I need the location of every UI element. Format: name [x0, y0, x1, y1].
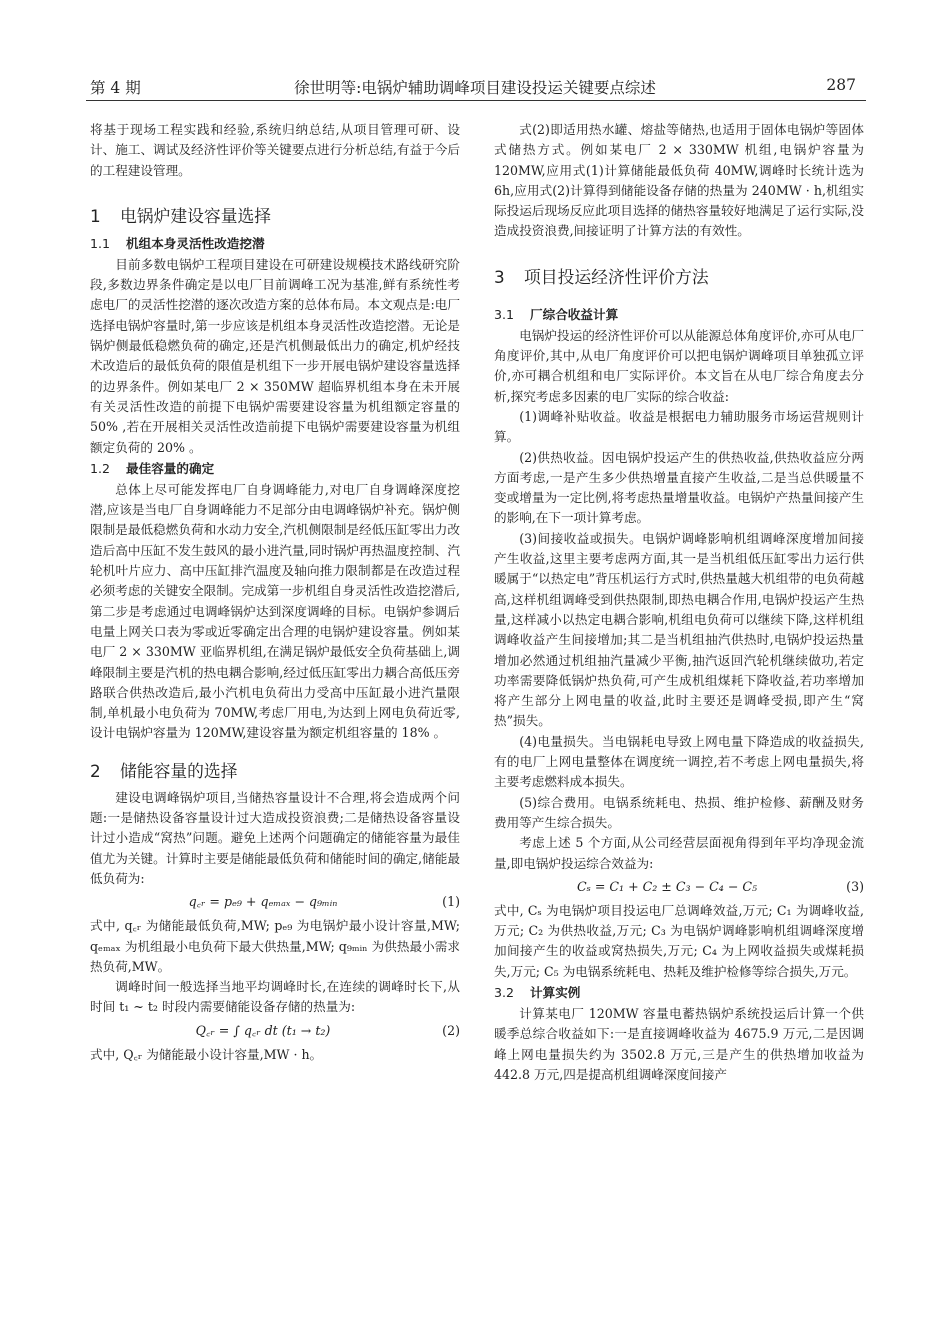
paragraph: 式中, Q꜀ᵣ 为储能最小设计容量,MW · h。: [90, 1046, 323, 1062]
section-3-heading: [494, 264, 864, 290]
subsection-number: 3.1: [494, 306, 515, 322]
list-item: (2)供热收益。因电锅炉投运产生的供热收益,供热收益应分两方面考虑,一是产生多少供热增量直接产生收益,二是当总供暖量不变或增量为一定比例,将考虑热量增量收益。电锅炉产热量间接产生的影响,在下一项计算考虑。: [494, 449, 864, 526]
section-3-2-heading: [494, 982, 864, 1004]
intro-paragraph: 将基于现场工程实践和经验,系统归纳总结,从项目管理可研、设计、施工、调试及经济性评价等关键要点进行分析总结,有益于今后的工程建设管理。: [90, 122, 460, 178]
paragraph: 调峰时间一般选择当地平均调峰时长,在连续的调峰时长下,从时间 t₁ ~ t₂ 时段内需要储能设备存储的热量为:: [90, 979, 460, 1015]
page-number: 287: [826, 76, 856, 94]
section-title: 电锅炉建设容量选择: [120, 205, 272, 226]
list-item: (4)电量损失。当电锅耗电导致上网电量下降造成的收益损失,有的电厂上网电量整体在调度统一调控,若不考虑上网电量损失,将主要考虑燃料成本损失。: [494, 733, 864, 790]
list-item: (3)间接收益或损失。电锅炉调峰影响机组调峰深度增加间接产生收益,这里主要考虑两方面,其一是当机组低压缸零出力运行供暖属于“以热定电”背压机运行方式时,供热量越大机组带的电负荷越高,这样机组调峰受到供热限制,即热电耦合作用,电锅炉投运产生热量,这样减小以热定电耦合影响,机组电负荷可以继续下降,这样机组调峰收益产生间接增加;其二是当机组抽汽供热时,电锅炉投运热量增加必然通过机组抽汽量减少平衡,抽汽返回汽轮机继续做功,若定功率需要降低锅炉热负荷,可产生成机组煤耗下降收益,若功率增加将产生部分上网电量的收益,此时主要还是调峰受损,即产生“窝热”损失。: [494, 530, 864, 729]
right-column: [494, 120, 864, 1085]
subsection-title: 计算实例: [530, 984, 581, 1000]
section-1-2-heading: [90, 458, 460, 480]
paragraph: 式(2)即适用热水罐、熔盐等储热,也适用于固体电锅炉等固体式储热方式。例如某电厂 2 × 330MW 机组,电锅炉容量为 120MW,应用式(1)计算储能最低负荷 40MW,调峰时长统计选为 6h,应用式(2)计算得到储能设备存储的热量为 240MW · h,机组实际投运后现场反应此项目选择的储热容量较好地满足了运行实际,没造成投资浪费,间接证明了计算方法的有效性。: [494, 122, 864, 239]
equation-2: [90, 1020, 460, 1042]
equation-formula: Cₛ = C₁ + C₂ ± C₃ − C₄ − C₅: [576, 878, 758, 894]
section-number: 3: [494, 266, 505, 287]
equation-number: (1): [442, 894, 460, 910]
running-title: 徐世明等:电锅炉辅助调峰项目建设投运关键要点综述: [294, 79, 656, 97]
equation-number: (2): [442, 1022, 460, 1038]
paragraph: 总体上尽可能发挥电厂自身调峰能力,对电厂自身调峰深度挖潜,应该是当电厂自身调峰能力不足部分由电调峰锅炉补充。锅炉侧限制是最低稳燃负荷和水动力安全,汽机侧限制是经低压缸零出力改造后高中压缸不发生鼓风的最小进汽量,同时锅炉再热温度控制、汽轮机叶片应力、高中压缸排汽温度及轴向推力限制都是在改造过程必须考虑的关键安全限制。完成第一步机组自身灵活性改造挖潜后,第二步是考虑通过电调峰锅炉达到深度调峰的目标。电锅炉参调后电量上网关口表为零或近零确定出合理的电锅炉建设容量。例如某电厂 2 × 330MW 亚临界机组,在满足锅炉最低安全负荷基础上,调峰限制主要是汽机的热电耦合影响,经过低压缸零出力耦合高低压旁路联合供热改造后,最小汽机电负荷出力受高中压缸最小进汽量限制,单机最小电负荷为 70MW,考虑厂用电,为达到上网电负荷近零,设计电锅炉容量为 120MW,建设容量为额定机组容量的 18% 。: [90, 481, 460, 741]
subsection-number: 1.2: [90, 460, 111, 476]
header-divider: [86, 100, 866, 101]
equation-3: [494, 876, 864, 898]
paragraph: 式中, q꜀ᵣ 为储能最低负荷,MW; pₑ₉ 为电锅炉最小设计容量,MW; qₑₘₐₓ 为机组最小电负荷下最大供热量,MW; q₉ₘᵢₙ 为供热最小需求热负荷,MW。: [90, 918, 460, 974]
list-item: (5)综合费用。电锅系统耗电、热损、维护检修、薪酬及财务费用等产生综合损失。: [494, 794, 864, 830]
left-column: [90, 120, 460, 1065]
paragraph: 式中, Cₛ 为电锅炉项目投运电厂总调峰效益,万元; C₁ 为调峰收益,万元; C₂ 为供热收益,万元; C₃ 为电锅炉调峰影响机组调峰深度增加间接产生的收益或窝热损失,万元; C₄ 为上网收益损失或煤耗损失,万元; C₅ 为电锅系统耗电、热耗及维护检修等综合损失,万元。: [494, 902, 864, 979]
paragraph: 电锅炉投运的经济性评价可以从能源总体角度评价,亦可从电厂角度评价,其中,从电厂角度评价可以把电锅炉调峰项目单独孤立评价,亦可耦合机组和电厂实际评价。本文旨在从电厂综合角度去分析,探究考虑多因素的电厂实际的综合收益:: [494, 327, 864, 404]
section-1-heading: [90, 203, 460, 229]
equation-number: (3): [846, 878, 864, 894]
section-number: 1: [90, 205, 101, 226]
paragraph: 考虑上述 5 个方面,从公司经营层面视角得到年平均净现金流量,即电锅炉投运综合效益为:: [494, 835, 864, 871]
subsection-number: 1.1: [90, 235, 111, 251]
section-3-1-heading: [494, 304, 864, 326]
equation-formula: q꜀ᵣ = pₑ₉ + qₑₘₐₓ − q₉ₘᵢₙ: [188, 894, 338, 910]
subsection-title: 厂综合收益计算: [530, 306, 619, 322]
section-2-heading: [90, 758, 460, 784]
section-title: 储能容量的选择: [120, 760, 238, 781]
section-1-1-heading: [90, 233, 460, 255]
list-item: (1)调峰补贴收益。收益是根据电力辅助服务市场运营规则计算。: [494, 408, 864, 445]
equation-1: [90, 891, 460, 913]
paragraph: 建设电调峰锅炉项目,当储热容量设计不合理,将会造成两个问题:一是储热设备容量设计过大造成投资浪费;二是储热设备容量设计过小造成“窝热”问题。避免上述两个问题确定的储能容量为最佳值尤为关键。计算时主要是储能最低负荷和储能时间的确定,储能最低负荷为:: [90, 789, 460, 886]
equation-formula: Q꜀ᵣ = ∫ q꜀ᵣ dt (t₁ → t₂): [195, 1022, 331, 1038]
section-title: 项目投运经济性评价方法: [524, 266, 709, 287]
paragraph: 目前多数电锅炉工程项目建设在可研建设规模技术路线研究阶段,多数边界条件确定是以电厂目前调峰工况为基准,鲜有系统性考虑电厂的灵活性挖潜的逐次改造方案的总体布局。本文观点是:电厂选择电锅炉容量时,第一步应该是机组本身灵活性改造挖潜。无论是锅炉侧最低稳燃负荷的确定,还是汽机侧最低出力的确定,机炉经技术改造后的最低负荷的限值是机组下一步开展电锅炉建设容量选择的边界条件。例如某电厂 2 × 350MW 超临界机组本身在未开展有关灵活性改造的前提下电锅炉需要建设容量为机组额定容量的 50% ,若在开展相关灵活性改造前提下电锅炉需要建设容量为机组额定负荷的 20% 。: [90, 256, 460, 455]
section-number: 2: [90, 760, 101, 781]
subsection-number: 3.2: [494, 984, 515, 1000]
issue-label: 第 4 期: [90, 79, 141, 97]
paragraph: 计算某电厂 120MW 容量电蓄热锅炉系统投运后计算一个供暖季总综合收益如下:一是直接调峰收益为 4675.9 万元,二是因调峰上网电量损失约为 3502.8 万元,三是产生的供热增加收益为 442.8 万元,四是提高机组调峰深度间接产: [494, 1005, 864, 1082]
subsection-title: 最佳容量的确定: [126, 460, 215, 476]
subsection-title: 机组本身灵活性改造挖潜: [126, 235, 265, 251]
